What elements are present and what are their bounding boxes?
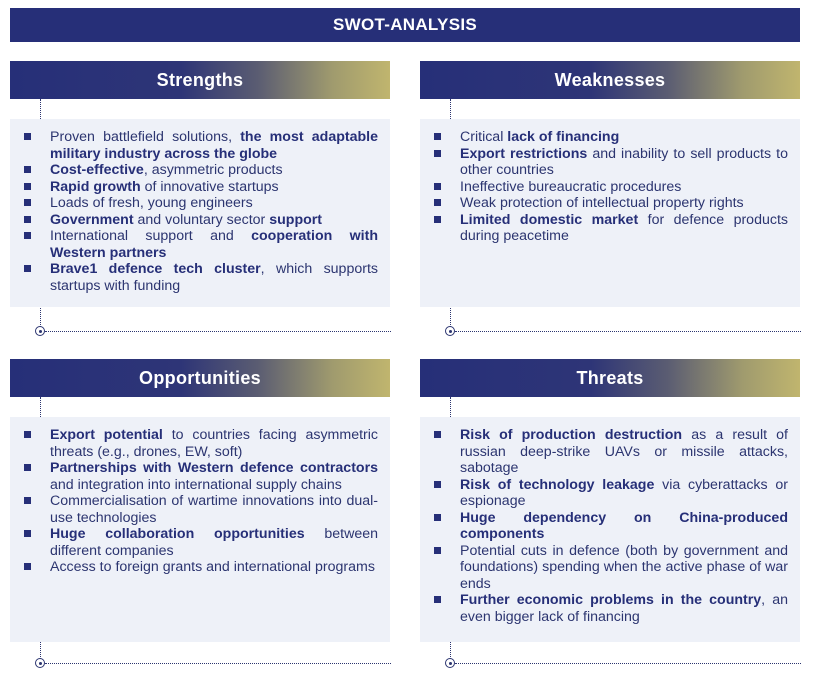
- square-bullet-icon: [434, 199, 441, 206]
- item-text: and integration into international supply chains: [50, 476, 342, 493]
- item-text: Critical: [460, 129, 508, 145]
- square-bullet-icon: [434, 431, 441, 438]
- weaknesses-divider: [455, 331, 801, 332]
- opportunities-item: [22, 526, 378, 559]
- weaknesses-item: [432, 179, 788, 196]
- opportunities-item: [22, 493, 378, 526]
- square-bullet-icon: [24, 232, 31, 239]
- item-text: and inability to sell products to other countries: [460, 145, 788, 178]
- item-text: Loads of fresh, young engineers: [50, 195, 253, 211]
- weaknesses-item: [432, 146, 788, 179]
- square-bullet-icon: [24, 497, 31, 504]
- weaknesses-item: [432, 129, 788, 146]
- item-text-bold: Risk of production destruction: [460, 427, 683, 443]
- item-text: to countries facing asymmetric threats (e.g., drones, EW, soft): [50, 427, 378, 460]
- threats-item: [432, 543, 788, 593]
- weaknesses-list: [432, 129, 788, 245]
- square-bullet-icon: [24, 216, 31, 223]
- item-text: Commercialisation of wartime innovations into dual-use technologies: [50, 493, 378, 526]
- item-text-bold: Risk of technology leakage: [460, 476, 655, 493]
- item-text-bold: Further economic problems in the country: [460, 592, 762, 608]
- opportunities-list: [22, 427, 378, 576]
- weaknesses-heading: Weaknesses: [420, 61, 800, 99]
- item-text: Access to foreign grants and international programs: [50, 559, 375, 575]
- threats-node-icon: [445, 658, 455, 668]
- square-bullet-icon: [434, 183, 441, 190]
- square-bullet-icon: [24, 563, 31, 570]
- threats-item: [432, 592, 788, 625]
- item-text-bold: Huge dependency on China-produced components: [460, 509, 788, 542]
- item-text: and voluntary sector: [133, 211, 270, 228]
- strengths-list: [22, 129, 378, 294]
- opportunities-heading: Opportunities: [10, 359, 390, 397]
- strengths-panel: [10, 61, 390, 336]
- item-text: Ineffective bureaucratic procedures: [460, 178, 682, 195]
- square-bullet-icon: [434, 216, 441, 223]
- item-text: , an even bigger lack of financing: [460, 592, 788, 625]
- item-text-bold: the most adaptable military industry across the globe: [50, 129, 378, 162]
- item-text: between different companies: [50, 526, 378, 559]
- strengths-item: [22, 179, 378, 196]
- square-bullet-icon: [434, 150, 441, 157]
- threats-item: [432, 510, 788, 543]
- item-text: as a result of russian deep-strike UAVs or missile attacks, sabotage: [460, 427, 788, 476]
- square-bullet-icon: [434, 133, 441, 140]
- opportunities-divider: [45, 663, 391, 664]
- square-bullet-icon: [434, 547, 441, 554]
- threats-heading: Threats: [420, 359, 800, 397]
- square-bullet-icon: [24, 183, 31, 190]
- square-bullet-icon: [24, 133, 31, 140]
- weaknesses-item: [432, 195, 788, 212]
- strengths-item: [22, 129, 378, 162]
- threats-item: [432, 477, 788, 510]
- item-text-bold: Government: [50, 211, 134, 228]
- square-bullet-icon: [24, 431, 31, 438]
- page-title: SWOT-ANALYSIS: [10, 8, 800, 42]
- square-bullet-icon: [24, 166, 31, 173]
- strengths-item: [22, 261, 378, 294]
- strengths-divider: [45, 331, 391, 332]
- item-text: , asymmetric products: [143, 162, 283, 178]
- item-text-bold: cooperation with Western partners: [50, 228, 379, 261]
- threats-body: [420, 417, 800, 642]
- opportunities-panel: [10, 359, 390, 669]
- item-text: Proven battlefield solutions,: [50, 129, 241, 145]
- item-text: via cyberattacks or espionage: [460, 476, 788, 509]
- weaknesses-item: [432, 212, 788, 245]
- square-bullet-icon: [24, 199, 31, 206]
- item-text-bold: Huge collaboration opportunities: [50, 526, 305, 542]
- square-bullet-icon: [24, 530, 31, 537]
- item-text: Potential cuts in defence (both by government and foundations) spending when the active phase of war ends: [460, 542, 788, 592]
- square-bullet-icon: [24, 265, 31, 272]
- square-bullet-icon: [434, 514, 441, 521]
- opportunities-item: [22, 559, 378, 576]
- threats-item: [432, 427, 788, 477]
- strengths-item: [22, 228, 378, 261]
- item-text: , which supports startups with funding: [50, 261, 378, 294]
- item-text: Weak protection of intellectual property rights: [460, 195, 744, 211]
- square-bullet-icon: [434, 596, 441, 603]
- item-text: of innovative startups: [140, 178, 279, 195]
- strengths-heading: Strengths: [10, 61, 390, 99]
- weaknesses-panel: [420, 61, 800, 336]
- weaknesses-body: [420, 119, 800, 307]
- opportunities-node-icon: [35, 658, 45, 668]
- item-text: for defence products during peacetime: [460, 211, 788, 244]
- strengths-item: [22, 195, 378, 212]
- item-text-bold: lack of financing: [507, 129, 620, 145]
- weaknesses-node-icon: [445, 326, 455, 336]
- item-text: International support and: [50, 228, 252, 244]
- item-text-bold: Limited domestic market: [460, 211, 639, 228]
- strengths-node-icon: [35, 326, 45, 336]
- strengths-item: [22, 162, 378, 179]
- strengths-body: [10, 119, 390, 307]
- strengths-item: [22, 212, 378, 229]
- item-text-bold: Brave1 defence tech cluster: [50, 261, 261, 277]
- item-text-bold: support: [269, 211, 323, 228]
- opportunities-item: [22, 427, 378, 460]
- threats-panel: [420, 359, 800, 669]
- opportunities-body: [10, 417, 390, 642]
- item-text-bold: Cost-effective: [50, 162, 144, 178]
- threats-list: [432, 427, 788, 625]
- item-text-bold: Export restrictions: [460, 145, 588, 162]
- square-bullet-icon: [24, 464, 31, 471]
- threats-divider: [455, 663, 801, 664]
- opportunities-item: [22, 460, 378, 493]
- square-bullet-icon: [434, 481, 441, 488]
- item-text-bold: Export potential: [50, 427, 163, 443]
- item-text-bold: Rapid growth: [50, 178, 141, 195]
- item-text-bold: Partnerships with Western defence contractors: [50, 460, 378, 476]
